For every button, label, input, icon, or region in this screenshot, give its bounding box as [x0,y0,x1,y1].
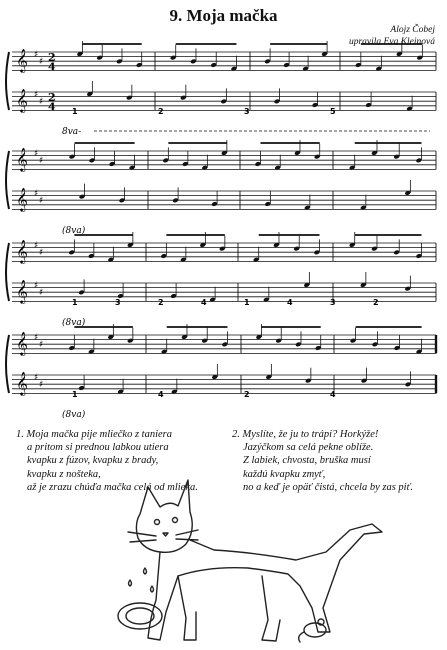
time-signature-bottom: 4 [48,100,56,114]
fingering-number: 2 [244,390,250,399]
mouse-ear [318,619,324,625]
fingering-number: 1 [72,107,78,116]
fingering-number: 2 [158,298,164,307]
mouse-tail [299,632,304,642]
sharp-sign: ♯ [39,156,44,166]
fingering-number: 4 [158,390,164,399]
sharp-sign: ♯ [34,373,39,383]
brace [6,151,9,209]
fingering-number: 4 [287,298,293,307]
time-signature-top: 2 [48,51,56,64]
milk-drop [129,580,132,586]
milk-bowl [118,603,162,629]
verse-1-line: 1. Moja mačka pije mliečko z taniera [16,429,173,440]
sharp-sign: ♯ [34,189,39,199]
sharp-sign: ♯ [39,380,44,390]
brace [6,243,9,301]
fingering-number: 3 [115,298,121,307]
treble-clef: 𝄞 [16,331,28,355]
time-signature-bottom: 4 [48,60,56,74]
treble-clef: 𝄞 [16,279,28,303]
brace [6,52,9,110]
verse-1 [16,428,198,494]
sharp-sign: ♯ [39,97,44,107]
sharp-sign: ♯ [39,57,44,67]
milk-drop [151,586,154,592]
mouse [304,623,326,637]
fingering-number: 1 [72,298,78,307]
verse-1-line: až je zrazu chúďa mačka celá od mlieka. [27,481,198,493]
treble-clef: 𝄞 [16,239,28,263]
octave-mark: (8va) [62,226,86,236]
fingering-number: 3 [330,298,336,307]
treble-clef: 𝄞 [16,147,28,171]
cat-eye-right [173,518,178,523]
cat-body [148,524,382,640]
sharp-sign: ♯ [34,241,39,251]
treble-clef: 𝄞 [16,371,28,395]
verse-2-line: Z labiek, chvosta, bruška musí [243,455,371,467]
system [6,41,436,137]
verse-1-line: kvapku z fúzov, kvapku z brady, [27,455,159,467]
system [6,232,436,328]
cat-front-leg [178,576,196,640]
fingering-number: 2 [158,107,164,116]
cat-nose [163,533,168,536]
sharp-sign: ♯ [39,288,44,298]
milk-drop [144,568,147,574]
brace [6,335,9,393]
fingering-number: 4 [330,390,336,399]
sharp-sign: ♯ [34,333,39,343]
sharp-sign: ♯ [39,248,44,258]
verse-2-line: 2. Myslíte, že ju to trápi? Horkýže! [232,429,379,440]
fingering-number: 3 [244,107,250,116]
verse-2 [232,428,413,494]
milk-bowl-rim [126,608,154,624]
composer: Alojz Čobej [390,25,435,35]
verse-2-line: každú kvapku zmyť, [243,468,326,480]
arranger: upravila Eva Kleinová [348,37,435,47]
verse-1-line: kvapku z nošteka, [27,468,101,480]
fingering-number: 5 [330,107,336,116]
sharp-sign: ♯ [39,340,44,350]
time-signature-top: 2 [48,91,56,104]
system [6,140,436,236]
verse-1-line: a pritom si prednou labkou utiera [27,442,169,454]
fingering-number: 1 [72,390,78,399]
fingering-number: 2 [373,298,379,307]
treble-clef: 𝄞 [16,88,28,112]
octave-mark: (8va) [62,410,86,420]
treble-clef: 𝄞 [16,187,28,211]
sharp-sign: ♯ [34,90,39,100]
cat-hind-leg [262,576,280,641]
treble-clef: 𝄞 [16,48,28,72]
octave-mark: 8va- [62,127,82,137]
song-title: 9. Moja mačka [169,6,278,25]
system [6,324,436,420]
verse-2-line: Jazýčkom sa celá pekne oblíže. [243,442,374,454]
sharp-sign: ♯ [34,149,39,159]
sharp-sign: ♯ [34,281,39,291]
verse-2-line: no a keď je opäť čistá, chcela by zas piť. [243,481,414,493]
fingering-number: 4 [201,298,207,307]
octave-mark: (8va) [62,318,86,328]
sharp-sign: ♯ [34,50,39,60]
fingering-number: 1 [244,298,250,307]
cat-eye-left [155,520,160,525]
cat-whiskers [128,530,198,542]
sharp-sign: ♯ [39,196,44,206]
